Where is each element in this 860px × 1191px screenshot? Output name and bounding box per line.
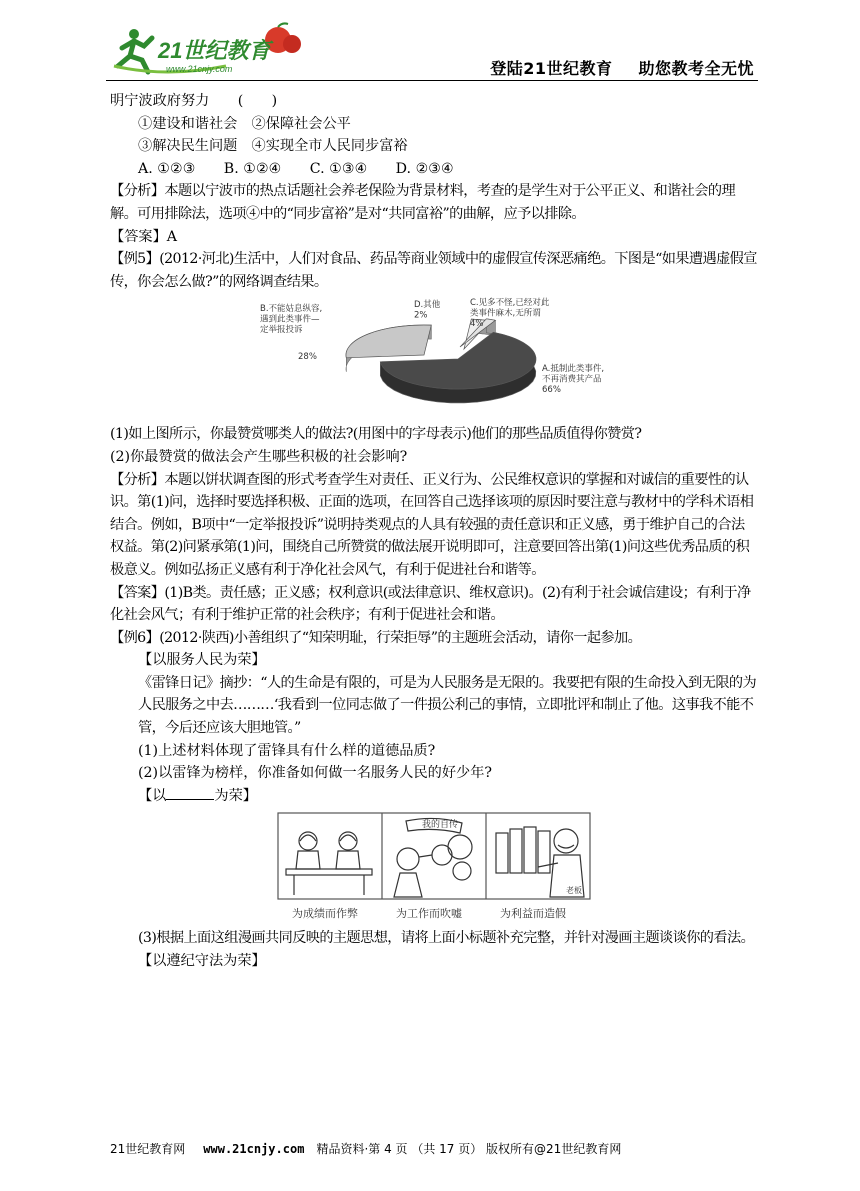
subtitle-2-suffix: 为荣】 [214, 787, 257, 804]
header-slogan [490, 56, 754, 79]
pie-slice-b [346, 325, 431, 358]
slogan-left: 登陆21世纪教育 [490, 59, 613, 78]
pie-label-b: B.不能姑息纵容,遇到此类事件—定举报投诉 [260, 304, 323, 336]
pie-label-d: D.其他 2% [414, 300, 441, 321]
question-stem: 明宁波政府努力 ( ) [110, 93, 278, 109]
question-options-line1: ①建设和谐社会 ②保障社会公平 [138, 115, 351, 132]
example-5-question-2: (2)你最赞赏的做法会产生哪些积极的社会影响? [110, 448, 408, 465]
example-6-subtitle-3: 【以遵纪守法为荣】 [138, 953, 266, 970]
comic-caption-1: 为成绩而作弊 [292, 907, 358, 921]
answer-2: 【答案】(1)B类。责任感；正义感；权利意识(或法律意识、维权意识)。(2)有利于社会诚信建设；有利于净化社会风气；有利于维护正常的社会秩序；有利于促进社会和谐。 [110, 584, 751, 624]
question-choices: A. ①②③ B. ①②④ C. ①③④ D. ②③④ [138, 160, 454, 177]
pie-svg [258, 297, 618, 417]
answer-1: 【答案】A [110, 228, 177, 245]
logo-url: www.21cnjy.com [166, 64, 233, 74]
pie-value-b: 28% [298, 352, 317, 363]
header-divider [106, 80, 758, 81]
comic-caption-2: 为工作而吹嘘 [396, 907, 462, 921]
comic-panel2-text: 我的自传 [422, 820, 459, 831]
analysis-2: 【分析】本题以饼状调查图的形式考查学生对责任、正义行为、公民维权意识的掌握和对诚信的重要性的认识。第(1)问，选择时要选择积极、正面的选项，在回答自己选择该项的原因时要注意与教材中的学科术语相结合。例如，B项中“一定举报投诉”说明持类观点的人具有较强的责任意识和正义感，勇于维护自己的合法权益。第(2)问紧承第(1)问，围绕自己所赞赏的做法展开说明即可，注意要回答出第(1)问这些优秀品质的积极意义。例如弘扬正义感有利于净化社会风气，有利于促进社台和谐等。 [110, 471, 754, 578]
logo [106, 22, 306, 78]
footer-site: 21世纪教育网 [110, 1142, 186, 1156]
leifeng-diary-quote: 《雷锋日记》摘抄：“人的生命是有限的，可是为人民服务是无限的。我要把有限的生命投入到无限的为人民服务之中去………‘我看到一位同志做了一件损公利己的事情，立即批评和制止了他。这事我不能不管，今后还应该大胆地管。” [138, 674, 757, 737]
example-5-stem: 【例5】(2012·河北)生活中，人们对食品、药品等商业领域中的虚假宣传深恶痛绝。下图是“如果遭遇虚假宣传，你会怎么做?”的网络调查结果。 [110, 251, 757, 290]
logo-text: 21世纪教育 [158, 38, 271, 63]
fill-in-blank [166, 785, 214, 800]
page-footer [110, 1140, 621, 1157]
example-6-stem: 【例6】(2012·陕西)小善组织了“知荣明耻，行荣拒辱”的主题班会活动，请你一起参加。 [110, 629, 642, 646]
example-6-subtitle-2 [110, 785, 758, 808]
footer-url: www.21cnjy.com [203, 1142, 305, 1156]
example-6-question-2: (2)以雷锋为榜样，你准备如何做一名服务人民的好少年? [138, 765, 493, 782]
slogan-right: 助您教考全无忧 [638, 59, 754, 78]
comic-panel3-sign: 老板 [566, 886, 582, 896]
document-body [110, 90, 758, 973]
example-6-question-1: (1)上述材料体现了雷锋具有什么样的道德品质? [138, 742, 436, 759]
footer-info: 精品资料·第 4 页 （共 17 页） 版权所有@21世纪教育网 [316, 1142, 622, 1156]
question-options-line2: ③解决民生问题 ④实现全市人民同步富裕 [138, 138, 408, 155]
pie-label-c: C.见多不怪,已经对此类事件麻木,无所谓 4% [470, 298, 550, 330]
analysis-1: 【分析】本题以宁波市的热点话题社会养老保险为背景材料，考查的是学生对于公平正义、和谐社会的理解。可用排除法，选项④中的“同步富裕”是对“共同富裕”的曲解，应予以排除。 [110, 183, 736, 222]
pie-label-a: A.抵制此类事件,不再消费其产品 66% [542, 364, 605, 396]
survey-pie-chart [110, 297, 758, 417]
page-header [106, 22, 758, 80]
comic-strip [110, 811, 758, 923]
subtitle-2-prefix: 【以 [138, 787, 167, 804]
example-6-question-3: (3)根据上面这组漫画共同反映的主题思想，请将上面小标题补充完整，并针对漫画主题谈谈你的看法。 [138, 930, 755, 947]
logo-graphic [106, 22, 306, 78]
example-5-question-1: (1)如上图所示，你最赞赏哪类人的做法?(用图中的字母表示)他们的那些品质值得你赞赏? [110, 426, 642, 443]
comic-caption-3: 为利益而造假 [500, 907, 566, 921]
example-6-subtitle-1: 【以服务人民为荣】 [138, 652, 266, 669]
comic-svg [276, 811, 592, 903]
